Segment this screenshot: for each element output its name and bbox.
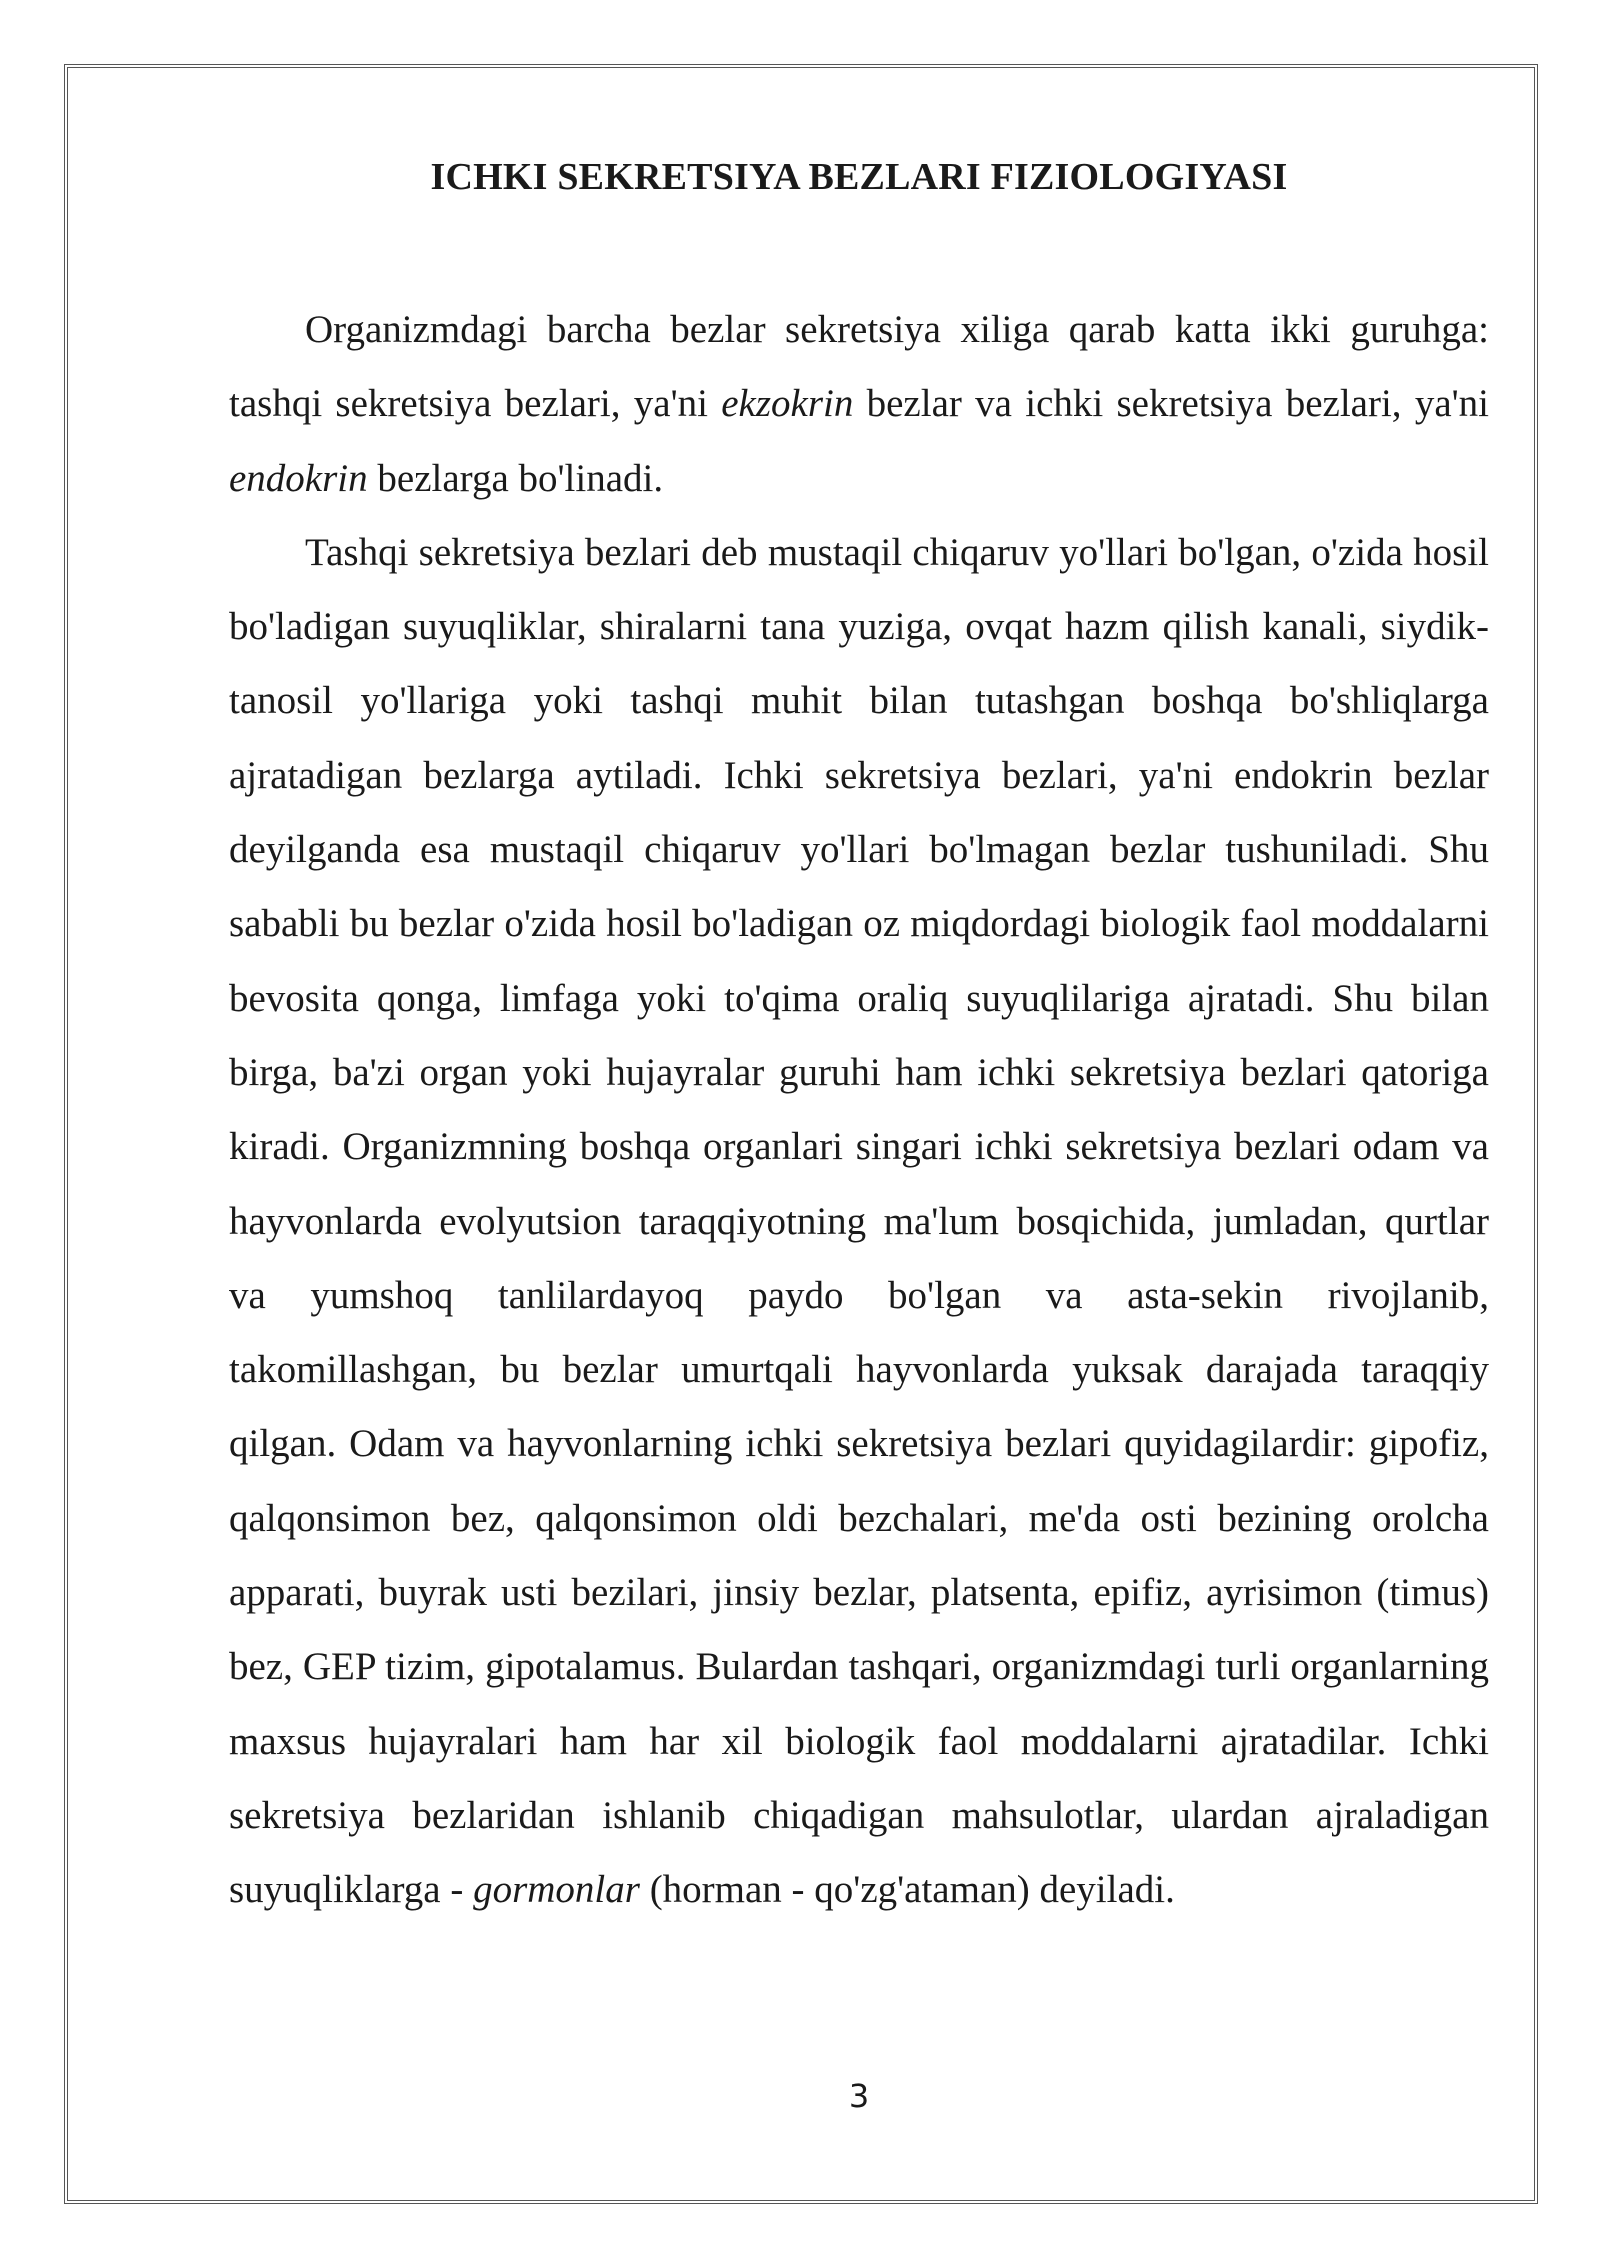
term-ekzokrin: ekzokrin (721, 382, 854, 426)
paragraph-1-text-a: Organizmdagi barcha bezlar sekretsiya xiliga qarab katta ikki guruhga: tashqi sekretsiya bezlari, ya'ni (229, 308, 1489, 426)
paragraph-2 (229, 516, 1489, 1928)
term-endokrin: endokrin (229, 456, 368, 500)
paragraph-2-text-a: Tashqi sekretsiya bezlari deb mustaqil chiqaruv yo'llari bo'lgan, o'zida hosil bo'ladigan suyuqliklar, shiralarni tana yuziga, ovqat hazm qilish kanali, siydik-tanosil yo'llariga yoki tashqi muhit bilan tutashgan boshqa bo'shliqlarga ajratadigan bezlarga aytiladi. Ichki sekretsiya bezlari, ya'ni endokrin bezlar deyilganda esa mustaqil chiqaruv yo'llari bo'lmagan bezlar tushuniladi. Shu sababli bu bezlar o'zida hosil bo'ladigan oz miqdordagi biologik faol moddalarni bevosita qonga, limfaga yoki to'qima oraliq suyuqlilariga ajratadi. Shu bilan birga, ba'zi organ yoki hujayralar guruhi ham ichki sekretsiya bezlari qatoriga kiradi. Organizmning boshqa organlari singari ichki sekretsiya bezlari odam va hayvonlarda evolyutsion taraqqiyotning ma'lum bosqichida, jumladan, qurtlar va yumshoq tanlilardayoq paydo bo'lgan va asta-sekin rivojlanib, takomillashgan, bu bezlar umurtqali hayvonlarda yuksak darajada taraqqiy qilgan. Odam va hayvonlarning ichki sekretsiya bezlari quyidagilardir: gipofiz, qalqonsimon bez, qalqonsimon oldi bezchalari, me'da osti bezining orolcha apparati, buyrak usti bezilari, jinsiy bezlar, platsenta, epifiz, ayrisimon (timus) bez, GEP tizim, gipotalamus. Bulardan tashqari, organizmdagi turli organlarning maxsus hujayralari ham har xil biologik faol moddalarni ajratadilar. Ichki sekretsiya bezlaridan ishlanib chiqadigan mahsulotlar, ulardan ajraladigan suyuqliklarga - (229, 530, 1489, 1912)
paragraph-1 (229, 293, 1489, 516)
page-number: 3 (848, 2077, 870, 2115)
term-gormonlar: gormonlar (473, 1868, 640, 1912)
paragraph-1-text-b: bezlar va ichki sekretsiya bezlari, ya'ni (853, 382, 1489, 426)
document-title: ICHKI SEKRETSIYA BEZLARI FIZIOLOGIYASI (430, 156, 1288, 198)
paragraph-1-text-c: bezlarga bo'linadi. (367, 456, 664, 500)
paragraph-2-text-b: (horman - qo'zg'ataman) deyiladi. (639, 1868, 1175, 1912)
document-body (229, 293, 1489, 1928)
